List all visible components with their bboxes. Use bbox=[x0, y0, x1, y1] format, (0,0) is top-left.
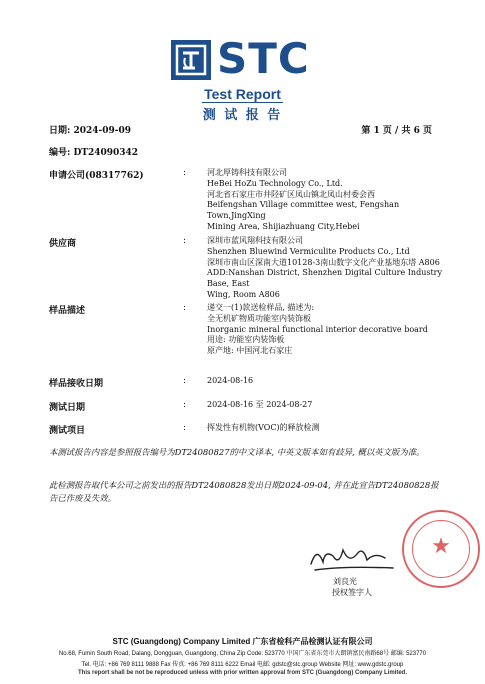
field-label-test-date: 测试日期 bbox=[49, 403, 86, 413]
field-label-test-item: 测试项目 bbox=[49, 426, 86, 436]
field-label-applicant: 申请公司(08317762) bbox=[49, 171, 144, 181]
stc-logo-badge-icon bbox=[171, 40, 211, 80]
company-seal-stamp bbox=[402, 510, 480, 588]
footer-company: STC (Guangdong) Company Limited 广东省检科产品检测认证有限公司 bbox=[112, 637, 373, 646]
field-value-receive-date: 2024-08-16 bbox=[207, 376, 254, 385]
report-title-cn: 测 试 报 告 bbox=[202, 108, 283, 123]
footer-contact: Tel. 电话: +86 769 8111 9888 Fax 传真: +86 769 8111 6222 Email 电邮: gdstc@stc.group Website 网址: www.gdstc.group bbox=[81, 662, 404, 668]
field-label-receive-date: 样品接收日期 bbox=[49, 379, 104, 389]
stc-logo bbox=[171, 34, 321, 88]
report-title-en: Test Report bbox=[204, 86, 281, 102]
note-replacement: 此检测报告取代本公司之前发出的报告DT24080828发出日期2024-09-04, 并在此宣告DT24080828报告已作废及失效。 bbox=[49, 480, 439, 503]
test-report-page: STC Test Report 测 试 报 告 日期: 2024-09-09 第 1 页 / 共 6 页 编号: DT24090342 申请公司(08317762) : 河北厚铸科技有限公司 HeBei HoZu Technology Co., Ltd. 河北省石家庄市井陉矿区凤山镇北凤山村委会西 Beifengshan Village committee west, Fengshan Town,JingXing Mining Area, Shijiazhuang City,Hebei 供应商 : 深圳市蓝风翔科技有限公司 Shenzhen Bluewind Vermiculite Products Co., Ltd 深圳市南山区深南大道10128-3南山数字文化产业基地东塔 A806 ADD:Nanshan District, Shenzhen Digital Culture Industry Base, East Wing, Room A806 样品描述 : 递交一(1)款送检样品, 描述为: 全无机矿物质功能室内装饰板 Inorganic mineral functional interior decorative board 用途: 功能室内装饰板 原产地: 中国河北石家庄 样品接收日期 : 2024-08-16 测试日期 : 2024-08-16 至 2024-08-27 测试项目 : 挥发性有机物(VOC)的释放检测 本测试报告内容是参照报告编号为DT24080827的中文译本, 中英文版本如有歧异, 概以英文版为准。 此检测报告取代本公司之前发出的报告DT24080828发出日期2024-09-04, 并在此宣告DT24080828报告已作废及失效。 ★ 刘良光 授权签字人 STC (Guangdong) Company Limited 广东省检科产品检测认证有限公司 No.68, Fumin South Road, Dalang, Dongguan, Guangdong, China Zip Code: 523770 中国广东省东莞市大朗镇富民南路68号 邮编: 523770 Tel. 电话: +86 769 8111 9888 Fax 传真: +86 769 8111 6222 Email 电邮: gdstc@stc.group Website 网址: www.gdstc.group This report shall be not be reproduced unless with prior written approval from STC (Guangdong) Company Limited. bbox=[0, 0, 485, 684]
signer-name: 刘良光 bbox=[333, 577, 357, 586]
report-number: 编号: DT24090342 bbox=[49, 148, 139, 158]
star-icon: ★ bbox=[431, 534, 451, 559]
footer-disclaimer: This report shall be not be reproduced unless with prior written approval from STC (Guangdong) Company Limited. bbox=[77, 670, 408, 676]
signer-role: 授权签字人 bbox=[332, 588, 372, 597]
brand-name: STC bbox=[217, 34, 310, 83]
field-label-sample: 样品描述 bbox=[49, 306, 86, 316]
field-value-supplier: 深圳市蓝风翔科技有限公司 Shenzhen Bluewind Vermiculite Products Co., Ltd 深圳市南山区深南大道10128-3南山数字文化产业基地东塔 A806 ADD:Nanshan District, Shenzhen Digital Culture Industry Base, East Wing, Room A806 bbox=[207, 236, 443, 299]
field-value-applicant: 河北厚铸科技有限公司 HeBei HoZu Technology Co., Ltd. 河北省石家庄市井陉矿区凤山镇北凤山村委会西 Beifengshan Village committee west, Fengshan Town,JingXing Mining Area, Shijiazhuang City,Hebei bbox=[207, 168, 400, 231]
field-value-test-date: 2024-08-16 至 2024-08-27 bbox=[207, 400, 313, 409]
field-value-test-item: 挥发性有机物(VOC)的释放检测 bbox=[207, 423, 320, 432]
footer-address: No.68, Fumin South Road, Dalang, Dongguan, Guangdong, China Zip Code: 523770 中国广东省东莞市大朗镇富民南路68号 邮编: 523770 bbox=[58, 651, 427, 657]
handwritten-signature bbox=[305, 536, 395, 576]
page-info: 第 1 页 / 共 6 页 bbox=[361, 126, 432, 136]
field-label-supplier: 供应商 bbox=[49, 239, 77, 249]
note-translation: 本测试报告内容是参照报告编号为DT24080827的中文译本, 中英文版本如有歧异, 概以英文版为准。 bbox=[49, 447, 425, 457]
report-date: 日期: 2024-09-09 bbox=[49, 126, 132, 136]
field-value-sample: 递交一(1)款送检样品, 描述为: 全无机矿物质功能室内装饰板 Inorganic mineral functional interior decorative board 用途: 功能室内装饰板 原产地: 中国河北石家庄 bbox=[207, 303, 428, 356]
